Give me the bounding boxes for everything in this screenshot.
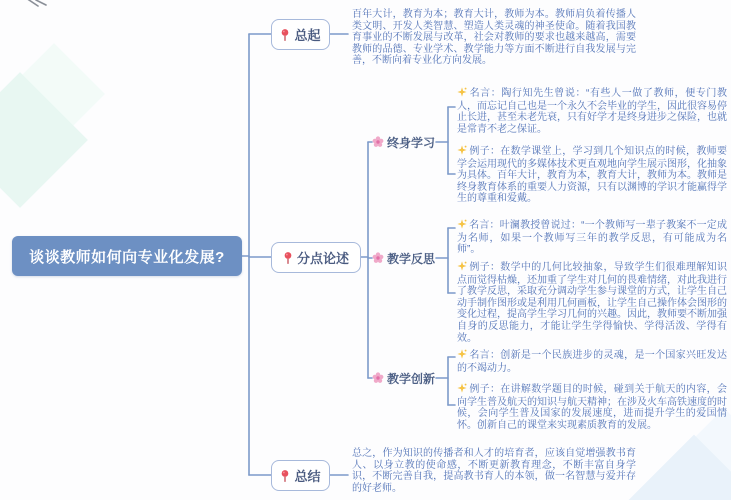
note-lifelong-quote[interactable] xyxy=(457,87,727,135)
note-lifelong-example[interactable] xyxy=(457,145,727,205)
branch-label: 总起 xyxy=(294,28,321,43)
subtopic-teaching-innovation[interactable] xyxy=(372,369,435,387)
pin-icon xyxy=(280,469,290,483)
note-text: 名言：陶行知先生曾说：“有些人一做了教师，便专门教人，而忘记自己也是一个永久不会毕业的学生，因此很容易停止长进，甚至未老先衰，只有好学才是终身进步之保险，也就是常青不老之保证。 xyxy=(457,88,727,135)
note-reflection-quote[interactable] xyxy=(457,219,727,256)
main-topic-node[interactable]: 谈谈教师如何向专业化发展? xyxy=(12,236,242,276)
flower-icon xyxy=(372,252,384,264)
branch-node-opening[interactable] xyxy=(271,19,330,50)
note-conclusion-content[interactable]: 总之，作为知识的传播者和人才的培育者，应该自觉增强教书育人、以身立教的使命感，不断更新教育理念，不断丰富自身学识，不断完善自我，提高教书育人的本领，做一名智慧与爱并存的好老师。 xyxy=(352,448,636,494)
flower-icon xyxy=(372,136,384,148)
branch-label: 分点论述 xyxy=(296,251,349,266)
note-innovation-quote[interactable] xyxy=(457,349,727,374)
branch-node-conclusion[interactable] xyxy=(271,460,330,491)
branch-label: 总结 xyxy=(294,469,321,484)
sparkle-icon xyxy=(457,261,467,275)
sparkle-icon xyxy=(457,349,467,363)
note-opening-content[interactable]: 百年大计，教育为本；教育大计，教师为本。教师肩负着传播人类文明、开发人类智慧、塑造人类灵魂的神圣使命。随着我国教育事业的不断发展与改革，社会对教师的要求也越来越高，需要教师的品德、专业学术、教学能力等方面不断进行自我发展与完善，不断向着专业化方向发展。 xyxy=(352,9,636,67)
subtopic-lifelong-learning[interactable] xyxy=(372,133,435,151)
note-text: 例子：在讲解数学题目的时候，碰到关于航天的内容，会向学生普及航天的知识与航天精神；在涉及火车高铁速度的时候，会向学生普及国家的发展速度，进而提升学生的爱国情怀。创新自己的课堂来实现素质教育的发展。 xyxy=(457,384,727,431)
sparkle-icon xyxy=(457,87,467,101)
note-text: 例子：在数学课堂上，学习到几个知识点的时候，教师要学会运用现代的多媒体技术更直观地向学生展示图形，化抽象为具体。百年大计，教育为本，教育大计，教师为本。教师是终身教育体系的重要人力资源，只有以渊博的学识才能赢得学生的尊重和爱戴。 xyxy=(457,146,727,205)
note-text: 例子：数学中的几何比较抽象，导致学生们很难理解知识点而觉得枯燥，还加重了学生对几何的畏难情绪，对此我进行了教学反思，采取充分调动学生参与课堂的方式，让学生自己动手制作图形或是利用几何画板，让学生自己操作体会图形的变化过程，提高学生学习几何的兴趣。因此，教师要不断加强自身的反思能力，才能让学生学得愉快、学得活泼、学得有效。 xyxy=(457,262,727,344)
flower-icon xyxy=(372,372,384,384)
subtopic-teaching-reflection[interactable] xyxy=(372,249,435,267)
subtopic-label: 教学创新 xyxy=(387,371,436,386)
pin-icon xyxy=(280,28,290,42)
branch-node-arguments[interactable] xyxy=(271,242,361,273)
pin-icon xyxy=(283,251,293,265)
sparkle-icon xyxy=(457,219,467,233)
sparkle-icon xyxy=(457,145,467,159)
subtopic-label: 终身学习 xyxy=(387,135,436,150)
note-text: 名言：叶澜教授曾说过：“一个教师写一辈子教案不一定成为名师，如果一个教师写三年的教学反思，有可能成为名师”。 xyxy=(457,220,727,256)
note-innovation-example[interactable] xyxy=(457,383,727,431)
note-text: 名言：创新是一个民族进步的灵魂，是一个国家兴旺发达的不竭动力。 xyxy=(457,350,727,374)
sparkle-icon xyxy=(457,383,467,397)
note-reflection-example[interactable] xyxy=(457,261,727,344)
subtopic-label: 教学反思 xyxy=(387,251,436,266)
